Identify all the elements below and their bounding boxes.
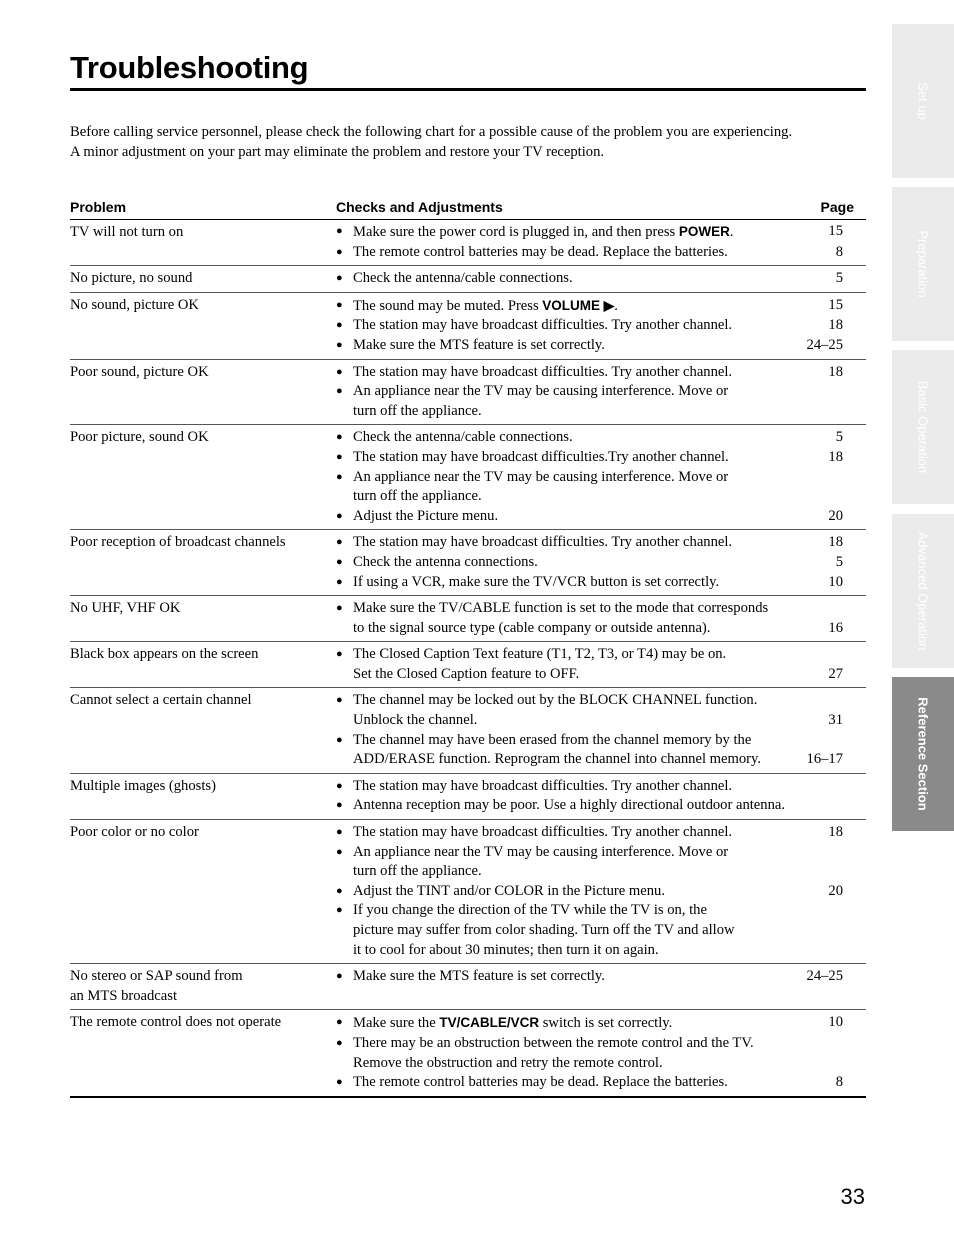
page-ref: 31 [828,712,843,729]
check-line [336,487,866,507]
check-text: Make sure the [353,1015,440,1032]
check-line [336,533,866,553]
problem-cell: No stereo or SAP sound from an MTS broadcast [70,968,243,1004]
page-ref: 20 [828,882,843,899]
bullet-icon: ● [336,470,343,483]
bullet-icon: ● [336,536,343,549]
check-line [336,862,866,882]
bullet-icon: ● [336,1036,343,1049]
check-line [336,428,866,448]
check-text: The channel may be locked out by the BLOCK CHANNEL function. [353,692,758,709]
button-keyword: POWER [678,224,730,239]
check-line [336,1073,866,1093]
bullet-icon: ● [336,319,343,332]
check-text: Set the Closed Caption feature to OFF. [353,665,580,682]
page-ref: 10 [828,1014,843,1031]
check-text: Remove the obstruction and retry the remote control. [353,1054,663,1071]
check-line [336,711,866,731]
check-text: If using a VCR, make sure the TV/VCR button is set correctly. [353,573,720,590]
check-text: turn off the appliance. [353,402,482,419]
bullet-icon: ● [336,575,343,588]
check-text: picture may suffer from color shading. Turn off the TV and allow [353,922,735,938]
check-text: Make sure the MTS feature is set correctly. [353,968,605,985]
header-page: Page [820,199,854,215]
page-ref: 15 [828,223,843,239]
check-text: to the signal source type (cable company or outside antenna). [353,619,711,636]
check-text: Check the antenna/cable connections. [353,429,573,446]
bullet-icon: ● [336,450,343,463]
check-line [336,316,866,336]
problem-cell: Multiple images (ghosts) [70,777,216,794]
page-ref: 18 [828,363,843,380]
header-problem: Problem [70,199,127,215]
bullet-icon: ● [336,733,343,746]
table-row [70,963,866,1009]
problem-cell: Poor picture, sound OK [70,429,209,446]
bullet-icon: ● [336,272,343,285]
table-row [70,1009,866,1095]
check-line [336,823,866,843]
page-ref: 16 [828,619,843,636]
check-line [336,402,866,422]
intro-text [70,123,870,162]
intro-line: Before calling service personnel, please check the following chart for a possible cause of the problem you are experiencing. [70,124,793,140]
check-text: Make sure the power cord is plugged in, and then press [353,224,679,240]
check-line [336,507,866,527]
check-text: An appliance near the TV may be causing interference. Move or [353,383,729,400]
check-text: The remote control batteries may be dead. Replace the batteries. [353,1074,728,1091]
check-line [336,645,866,665]
checks-cell [336,777,866,816]
bullet-icon: ● [336,694,343,707]
page-ref: 16–17 [806,751,843,768]
check-line [336,619,866,639]
page-ref: 8 [835,1074,843,1091]
check-line [336,1034,866,1054]
table-row [70,292,866,359]
checks-cell [336,269,866,289]
bullet-icon: ● [336,884,343,897]
page-number: 33 [840,1184,865,1209]
bullet-icon: ● [336,1016,343,1029]
bullet-icon: ● [336,602,343,615]
table-row [70,687,866,772]
problem-cell: Cannot select a certain channel [70,692,252,709]
check-line [336,882,866,902]
bullet-icon: ● [336,799,343,812]
check-text: it to cool for about 30 minutes; then turn it on again. [353,941,659,958]
problem-cell: Poor reception of broadcast channels [70,534,286,551]
check-line [336,448,866,468]
check-text: The channel may have been erased from the channel memory by the [353,731,752,748]
bullet-icon: ● [336,385,343,398]
page-ref: 24–25 [806,968,843,985]
check-line [336,382,866,402]
check-line [336,731,866,751]
bullet-icon: ● [336,904,343,917]
table-row [70,773,866,819]
page-ref: 10 [828,573,843,590]
check-text: An appliance near the TV may be causing interference. Move or [353,843,729,860]
bullet-icon: ● [336,245,343,258]
check-line [336,222,866,243]
problem-cell: No picture, no sound [70,270,193,287]
check-text: . [729,224,734,240]
page-ref: 24–25 [806,336,843,353]
check-line [336,1054,866,1074]
checks-cell [336,645,866,684]
table-row [70,641,866,687]
check-line [336,967,866,987]
check-line [336,987,866,1007]
problem-cell: Poor sound, picture OK [70,363,209,380]
bullet-icon: ● [336,338,343,351]
check-text: An appliance near the TV may be causing interference. Move or [353,468,729,485]
table-row [70,529,866,595]
checks-cell [336,296,866,356]
check-text: If you change the direction of the TV while the TV is on, the [353,902,707,919]
check-text: Unblock the channel. [353,712,478,729]
check-text: The Closed Caption Text feature (T1, T2, T3, or T4) may be on. [353,646,727,663]
page-ref: 15 [828,296,843,313]
problem-cell: No UHF, VHF OK [70,600,181,617]
page-ref: 5 [835,553,843,570]
check-line [336,336,866,356]
header-checks: Checks and Adjustments [336,199,503,215]
bullet-icon: ● [336,845,343,858]
check-text: The sound may be muted. Press [353,297,543,314]
side-tab[interactable] [892,350,954,504]
check-line [336,468,866,488]
button-keyword: VOLUME ▶ [542,297,615,313]
check-text: The station may have broadcast difficulties. Try another channel. [353,824,733,841]
side-tab-label: Preparation [915,230,931,298]
page-title: Troubleshooting [70,50,309,85]
checks-cell [336,599,866,638]
problem-cell: No sound, picture OK [70,296,199,313]
problem-cell: TV will not turn on [70,224,184,240]
check-text: Make sure the MTS feature is set correctly. [353,336,605,353]
check-line [336,599,866,619]
check-text: switch is set correctly. [539,1015,673,1032]
check-line [336,796,866,816]
checks-cell [336,1013,866,1092]
problem-cell: The remote control does not operate [70,1014,282,1031]
check-line [336,691,866,711]
check-line [336,269,866,289]
table-header [70,199,866,220]
check-line [336,777,866,797]
title-rule [70,88,866,91]
check-line [336,750,866,770]
page-ref: 18 [828,534,843,551]
bullet-icon: ● [336,298,343,311]
bullet-icon: ● [336,555,343,568]
check-text: The station may have broadcast difficulties. Try another channel. [353,317,733,334]
check-text: ADD/ERASE function. Reprogram the channel into channel memory. [353,751,761,768]
checks-cell [336,222,866,262]
check-text: There may be an obstruction between the remote control and the TV. [353,1034,754,1051]
checks-cell [336,533,866,592]
check-text: The station may have broadcast difficulties. Try another channel. [353,777,733,794]
bullet-icon: ● [336,225,343,237]
bullet-icon: ● [336,779,343,792]
check-line [336,363,866,383]
table-row [70,359,866,425]
check-text: The remote control batteries may be dead. Replace the batteries. [353,243,728,260]
side-tab[interactable] [892,187,954,341]
side-tab-label: Set up [915,82,931,120]
check-line [336,921,866,941]
check-text: Antenna reception may be poor. Use a highly directional outdoor antenna. [353,797,786,814]
page-ref: 20 [828,507,843,524]
check-text: . [614,297,618,314]
page-ref: 18 [828,317,843,334]
page-ref: 5 [835,270,843,287]
check-line [336,843,866,863]
side-tab[interactable] [892,677,954,831]
page-ref: 18 [828,824,843,841]
check-line [336,243,866,263]
problem-cell: Poor color or no color [70,824,199,841]
intro-line: A minor adjustment on your part may eliminate the problem and restore your TV reception. [70,143,605,160]
side-tab-label: Basic Operation [915,380,931,474]
check-text: Make sure the TV/CABLE function is set to the mode that corresponds [353,600,769,617]
bullet-icon: ● [336,1076,343,1089]
checks-cell [336,691,866,769]
checks-cell [336,428,866,526]
check-line [336,296,866,317]
check-line [336,901,866,921]
check-line [336,665,866,685]
table-row [70,595,866,641]
check-text: Adjust the Picture menu. [353,507,499,524]
bullet-icon: ● [336,648,343,661]
page-ref: 18 [828,448,843,465]
check-text: The station may have broadcast difficulties.Try another channel. [353,448,729,465]
check-line [336,573,866,593]
check-line [336,941,866,961]
bullet-icon: ● [336,826,343,839]
table-row [70,819,866,963]
button-keyword: TV/CABLE/VCR [439,1015,540,1031]
checks-cell [336,967,866,1006]
checks-cell [336,823,866,960]
table-row [70,265,866,292]
side-tab-label: Reference Section [915,697,931,811]
check-line [336,1013,866,1034]
bullet-icon: ● [336,431,343,444]
check-text: The station may have broadcast difficulties. Try another channel. [353,363,733,380]
problem-cell: Black box appears on the screen [70,646,259,663]
bullet-icon: ● [336,365,343,378]
table-row [70,424,866,529]
page-ref: 5 [835,429,843,446]
page-ref: 8 [835,243,843,260]
check-text: The station may have broadcast difficulties. Try another channel. [353,534,733,551]
check-text: Check the antenna connections. [353,553,538,570]
check-text: Check the antenna/cable connections. [353,270,573,287]
troubleshooting-table [70,220,866,1098]
check-text: turn off the appliance. [353,863,482,880]
check-line [336,553,866,573]
check-text: turn off the appliance. [353,488,482,505]
side-tab[interactable] [892,24,954,178]
page-ref: 27 [828,665,843,682]
check-text: Adjust the TINT and/or COLOR in the Picture menu. [353,882,665,899]
side-tab-label: Advanced Operation [915,531,931,651]
table-row [70,220,866,265]
checks-cell [336,363,866,422]
bullet-icon: ● [336,509,343,522]
bullet-icon: ● [336,970,343,983]
side-tab[interactable] [892,514,954,668]
